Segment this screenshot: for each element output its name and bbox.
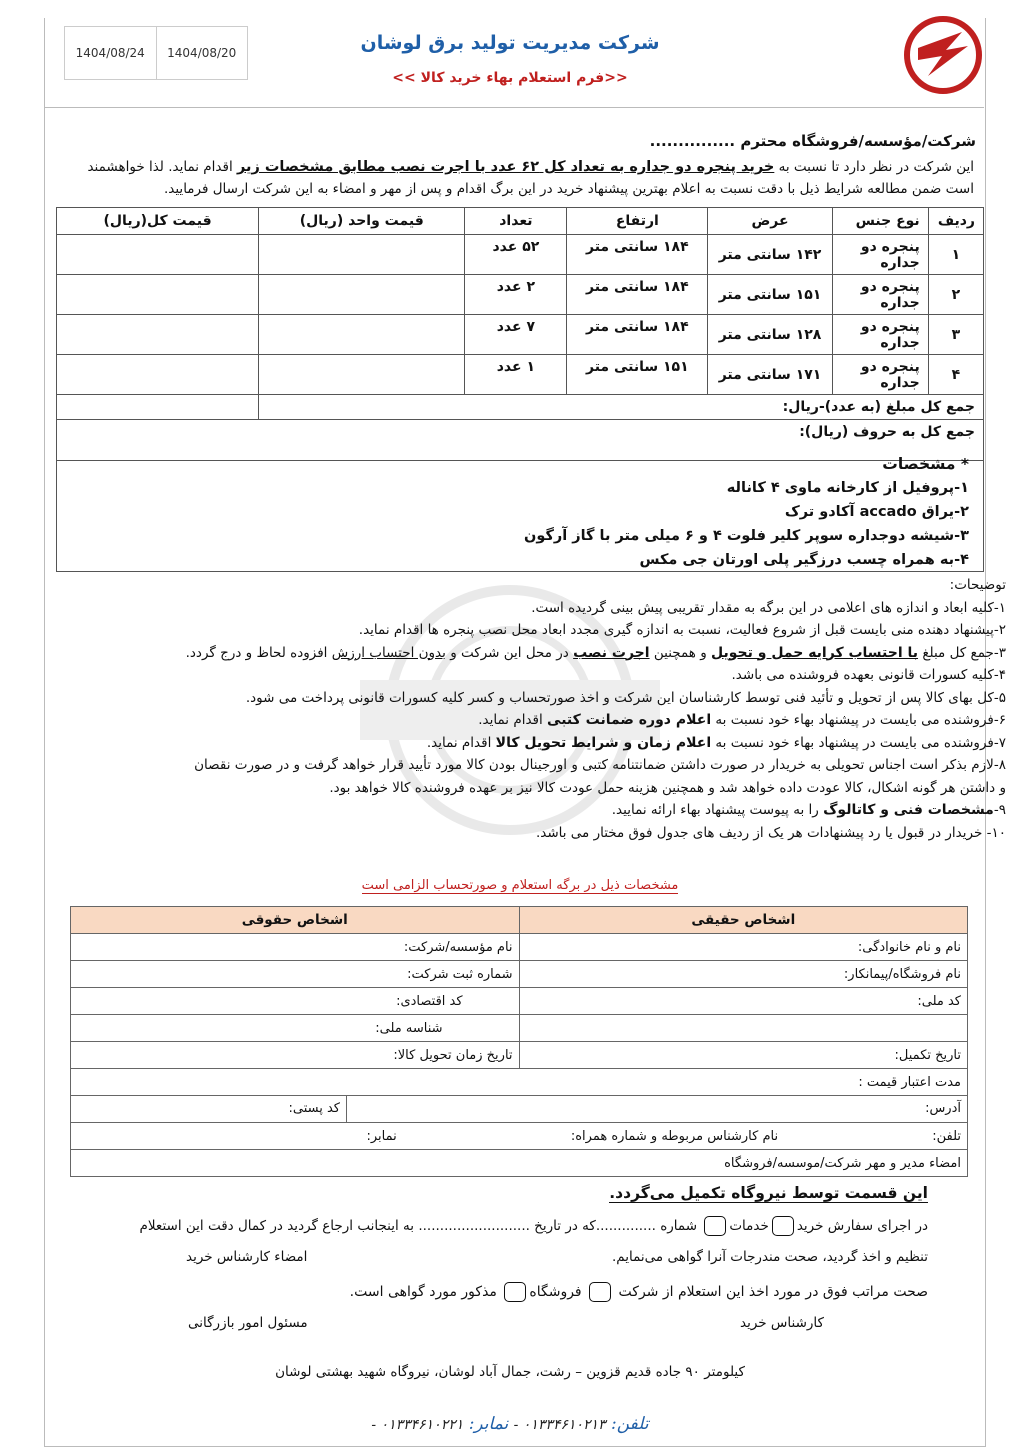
row-width: ۱۷۱ سانتی متر — [708, 355, 833, 395]
sum-numeric-row — [57, 395, 984, 420]
intro-paragraph — [50, 156, 974, 200]
shop-name-field[interactable]: نام فروشگاه/پیمانکار: — [519, 961, 967, 988]
note9-bold: مشخصات فنی و کاتالوگ — [823, 802, 994, 818]
items-table — [56, 207, 984, 461]
note3-part: و همچنین — [653, 644, 707, 661]
company-checkbox[interactable] — [589, 1282, 611, 1302]
lightning-bolt-logo-icon — [902, 14, 984, 96]
delivery-date-field[interactable]: تاریخ زمان تحویل کالا: — [71, 1042, 520, 1069]
col-header-qty: تعداد — [465, 208, 567, 235]
note3-underline: بدون احتساب ارزش — [331, 644, 446, 661]
row-unit-price-field[interactable] — [259, 275, 465, 315]
empty-cell — [519, 1015, 967, 1042]
table-row — [71, 1042, 968, 1069]
date-boxes — [64, 26, 248, 80]
signature-field[interactable]: امضاء مدیر و مهر شرکت/موسسه/فروشگاه — [71, 1150, 968, 1177]
note-item: ۵-کل بهای کالا پس از تحویل و تأئید فنی توسط کارشناسان این شرکت و اخذ صورتحساب و کسر کلیه کسورات قانونی پرداخت می شود. — [245, 689, 1006, 706]
plant-section-title-text: این قسمت توسط نیروگاه تکمیل می‌گردد. — [609, 1184, 928, 1202]
contact-row — [71, 1123, 968, 1150]
intro-text-start: این شرکت در نظر دارد تا نسبت به — [778, 159, 974, 175]
purchase-expert-signature: امضاء کارشناس خرید — [186, 1249, 308, 1265]
phone-field[interactable]: تلفن: — [932, 1128, 961, 1144]
required-note-text: مشخصات ذیل در برگه استعلام و صورتحساب الزامی است — [361, 878, 679, 893]
specs-box — [56, 444, 984, 572]
row-qty: ۷ عدد — [465, 315, 567, 355]
note-item — [58, 709, 1006, 732]
items-header-row — [57, 208, 984, 235]
intro-subject: خرید پنجره دو جداره به تعداد کل ۶۲ عدد با اجرت نصب مطابق مشخصات زیر — [237, 159, 775, 175]
row-no: ۲ — [928, 275, 983, 315]
row-total-price-field[interactable] — [57, 235, 259, 275]
spec-item: ۱-پروفیل از کارخانه ماوی ۴ کاناله — [726, 480, 969, 496]
row-total-price-field[interactable] — [57, 275, 259, 315]
row-type: پنجره دو جداره — [832, 275, 928, 315]
notes-section — [58, 574, 1006, 844]
row-no: ۴ — [928, 355, 983, 395]
footer-fax-label: نمابر: — [468, 1414, 509, 1434]
footer-tel: ۰۱۳۳۴۶۱۰۲۱۳ - — [513, 1417, 606, 1433]
note3-part: ۳-جمع کل مبلغ — [922, 644, 1006, 661]
org-name-field[interactable]: نام مؤسسه/شرکت: — [71, 934, 520, 961]
address-row — [71, 1096, 968, 1123]
row-total-price-field[interactable] — [57, 315, 259, 355]
sum-numeric-field[interactable] — [57, 395, 259, 420]
form-title: <<فرم استعلام بهاء خرید کالا >> — [392, 70, 628, 86]
footer-fax: ۰۱۳۳۴۶۱۰۲۲۱ - — [371, 1417, 464, 1433]
table-row — [57, 275, 984, 315]
note3-part: افزوده لحاظ و درج گردد. — [185, 644, 328, 661]
row-no: ۳ — [928, 315, 983, 355]
note6-part: اقدام نماید. — [478, 712, 543, 728]
plant-line-2: تنظیم و اخذ گردید، صحت مندرجات آنرا گواهی می‌نمایم. — [611, 1249, 928, 1265]
plant-section-title — [609, 1184, 928, 1202]
note-item — [58, 732, 1006, 755]
table-row — [71, 1069, 968, 1096]
completion-date-field[interactable]: تاریخ تکمیل: — [519, 1042, 967, 1069]
note-item: ۲-پیشنهاد دهنده منی بایست قبل از شروع فعالیت، نسبت به اندازه گیری مجدد ابعاد محل نصب پنجره ها اقدام نماید. — [358, 622, 1006, 638]
row-qty: ۲ عدد — [465, 275, 567, 315]
note-item: ۱۰- خریدار در قبول یا رد پیشنهادات هر یک از ردیف های جدول فوق مختار می باشد. — [535, 824, 1006, 841]
addressee: شرکت/مؤسسه/فروشگاه محترم ............... — [649, 132, 976, 150]
note-item — [58, 799, 1006, 822]
name-field[interactable]: نام و نام خانوادگی: — [519, 934, 967, 961]
table-row — [57, 235, 984, 275]
sum-numeric-label: جمع کل مبلغ (به عدد)-ریال: — [259, 395, 984, 420]
expert-field[interactable]: نام کارشناس مربوطه و شماره همراه: — [570, 1128, 779, 1144]
plant-line1-part: در اجرای سفارش خرید — [796, 1218, 928, 1234]
economic-code-field[interactable] — [71, 988, 520, 1015]
plant-line-1 — [140, 1216, 928, 1236]
fax-field[interactable]: نمابر: — [366, 1128, 397, 1144]
col-header-row-no: ردیف — [928, 208, 983, 235]
table-row — [71, 961, 968, 988]
national-id-field[interactable] — [71, 1015, 520, 1042]
intro-text-end: اقدام نماید. لذا خواهشمند — [87, 159, 233, 175]
row-type: پنجره دو جداره — [832, 355, 928, 395]
parties-header-row — [71, 907, 968, 934]
table-row — [71, 1096, 968, 1123]
services-label: خدمات — [729, 1218, 769, 1234]
note7-part: ۷-فروشنده می بایست در پیشنهاد بهاء خود نسبت به — [715, 734, 1006, 751]
col-header-height: ارتفاع — [567, 208, 708, 235]
table-row — [71, 1150, 968, 1177]
note9-part: را به پیوست پیشنهاد بهاء ارائه نمایید. — [611, 802, 819, 818]
row-qty: ۵۲ عدد — [465, 235, 567, 275]
date-issue: 1404/08/24 — [75, 46, 145, 60]
row-type: پنجره دو جداره — [832, 235, 928, 275]
row-qty: ۱ عدد — [465, 355, 567, 395]
note3-bold: با احتساب کرایه حمل و تحویل — [711, 644, 919, 661]
intro-text-line2: است ضمن مطالعه شرایط ذیل با دقت نسبت به اعلام بهترین پیشنهاد خرید در این برگ اقدام و پس از مهر و امضاء به این شرکت ارسال فرمایید. — [163, 181, 974, 197]
table-row — [71, 1123, 968, 1150]
row-type: پنجره دو جداره — [832, 315, 928, 355]
shop-label: فروشگاه — [529, 1284, 582, 1300]
specs-title: * مشخصات — [882, 455, 969, 473]
spec-item: ۲-یراق accado آکادو ترک — [784, 504, 969, 520]
header-legal-persons: اشخاص حقوقی — [71, 907, 520, 934]
note7-bold: اعلام زمان و شرایط تحویل کالا — [495, 734, 712, 751]
row-width: ۱۴۲ سانتی متر — [708, 235, 833, 275]
col-header-unit-price: قیمت واحد (ریال) — [259, 208, 465, 235]
table-row — [71, 988, 968, 1015]
company-name: شرکت مدیریت تولید برق لوشان — [360, 32, 660, 54]
commerce-manager-label: مسئول امور بازرگانی — [188, 1315, 308, 1331]
col-header-width: عرض — [708, 208, 833, 235]
note-item: و داشتن هر گونه اشکال، کالا عودت داده خواهد شد و همچنین هزینه حمل عودت کالا نیز بر عهده فروشنده کالا خواهد بود. — [329, 779, 1006, 796]
economic-code-label: کد اقتصادی: — [396, 993, 463, 1009]
footer-address: کیلومتر ۹۰ جاده قدیم قزوین – رشت، جمال آباد لوشان، نیروگاه شهید بهشتی لوشان — [275, 1364, 745, 1380]
table-row — [57, 315, 984, 355]
note-item: ۱-کلیه ابعاد و اندازه های اعلامی در این برگه به مقدار تقریبی پیش بینی گردیده است. — [531, 599, 1006, 616]
footer-contact — [280, 1414, 740, 1434]
note6-bold: اعلام دوره ضمانت کتبی — [547, 712, 712, 728]
header-real-persons: اشخاص حقیقی — [519, 907, 967, 934]
registration-no-field[interactable]: شماره ثبت شرکت: — [71, 961, 520, 988]
services-checkbox[interactable] — [704, 1216, 726, 1236]
sum-words-label: جمع کل به حروف (ریال): — [57, 420, 984, 461]
row-width: ۱۵۱ سانتی متر — [708, 275, 833, 315]
row-unit-price-field[interactable] — [259, 235, 465, 275]
plant-line3-part: صحت مراتب فوق در مورد اخذ این استعلام از شرکت — [618, 1284, 928, 1300]
header-divider — [44, 107, 984, 108]
note3-part: در محل این شرکت و — [450, 644, 569, 661]
plant-line-3 — [350, 1282, 928, 1302]
table-row — [71, 1015, 968, 1042]
parties-table — [70, 906, 968, 1177]
purchase-order-checkbox[interactable] — [772, 1216, 794, 1236]
note3-bold: اجرت نصب — [573, 644, 650, 661]
footer-tel-label: تلفن: — [610, 1414, 649, 1434]
address-field[interactable]: آدرس: — [346, 1096, 967, 1122]
note-item — [58, 642, 1006, 665]
plant-line1-part: شماره ..............که در تاریخ .......................... به اینجانب ارجاع گردید در کمال دقت این استعلام — [139, 1218, 698, 1234]
note9-part: ۹- — [993, 802, 1006, 818]
shop-checkbox[interactable] — [504, 1282, 526, 1302]
col-header-total-price: قیمت کل(ریال) — [57, 208, 259, 235]
row-unit-price-field[interactable] — [259, 315, 465, 355]
row-height: ۱۸۴ سانتی متر — [567, 275, 708, 315]
row-height: ۱۸۴ سانتی متر — [567, 315, 708, 355]
row-no: ۱ — [928, 235, 983, 275]
row-width: ۱۲۸ سانتی متر — [708, 315, 833, 355]
table-row — [57, 355, 984, 395]
note7-part: اقدام نماید. — [426, 734, 492, 751]
national-code-field[interactable]: کد ملی: — [519, 988, 967, 1015]
required-note — [240, 878, 800, 893]
row-unit-price-field[interactable] — [259, 355, 465, 395]
national-id-label: شناسه ملی: — [375, 1020, 443, 1036]
date-registered: 1404/08/20 — [156, 27, 248, 79]
spec-item: ۴-به همراه چسب درزگیر پلی اورتان جی مکس — [639, 552, 969, 568]
row-height: ۱۵۱ سانتی متر — [567, 355, 708, 395]
purchase-expert-label: کارشناس خرید — [740, 1315, 824, 1331]
table-row — [71, 934, 968, 961]
col-header-type: نوع جنس — [832, 208, 928, 235]
price-validity-field[interactable]: مدت اعتبار قیمت : — [71, 1069, 968, 1096]
note6-part: ۶-فروشنده می بایست در پیشنهاد بهاء خود نسبت به — [715, 712, 1006, 728]
plant-line3-part: مذکور مورد گواهی است. — [349, 1284, 497, 1300]
row-total-price-field[interactable] — [57, 355, 259, 395]
spec-item: ۳-شیشه دوجداره سوپر کلیر فلوت ۴ و ۶ میلی متر با گاز آرگون — [524, 528, 969, 544]
note-item: ۸-لازم بذکر است اجناس تحویلی به خریدار در صورت داشتن ضمانتنامه کتبی و اورجینال بودن کالا مورد تأیید قرار خواهد گرفت و در صورت نقصان — [194, 757, 1006, 773]
note-item: ۴-کلیه کسورات قانونی بعهده فروشنده می باشد. — [731, 667, 1006, 683]
notes-title: توضیحات: — [949, 577, 1006, 593]
row-height: ۱۸۴ سانتی متر — [567, 235, 708, 275]
postal-code-field[interactable]: کد پستی: — [288, 1101, 340, 1116]
